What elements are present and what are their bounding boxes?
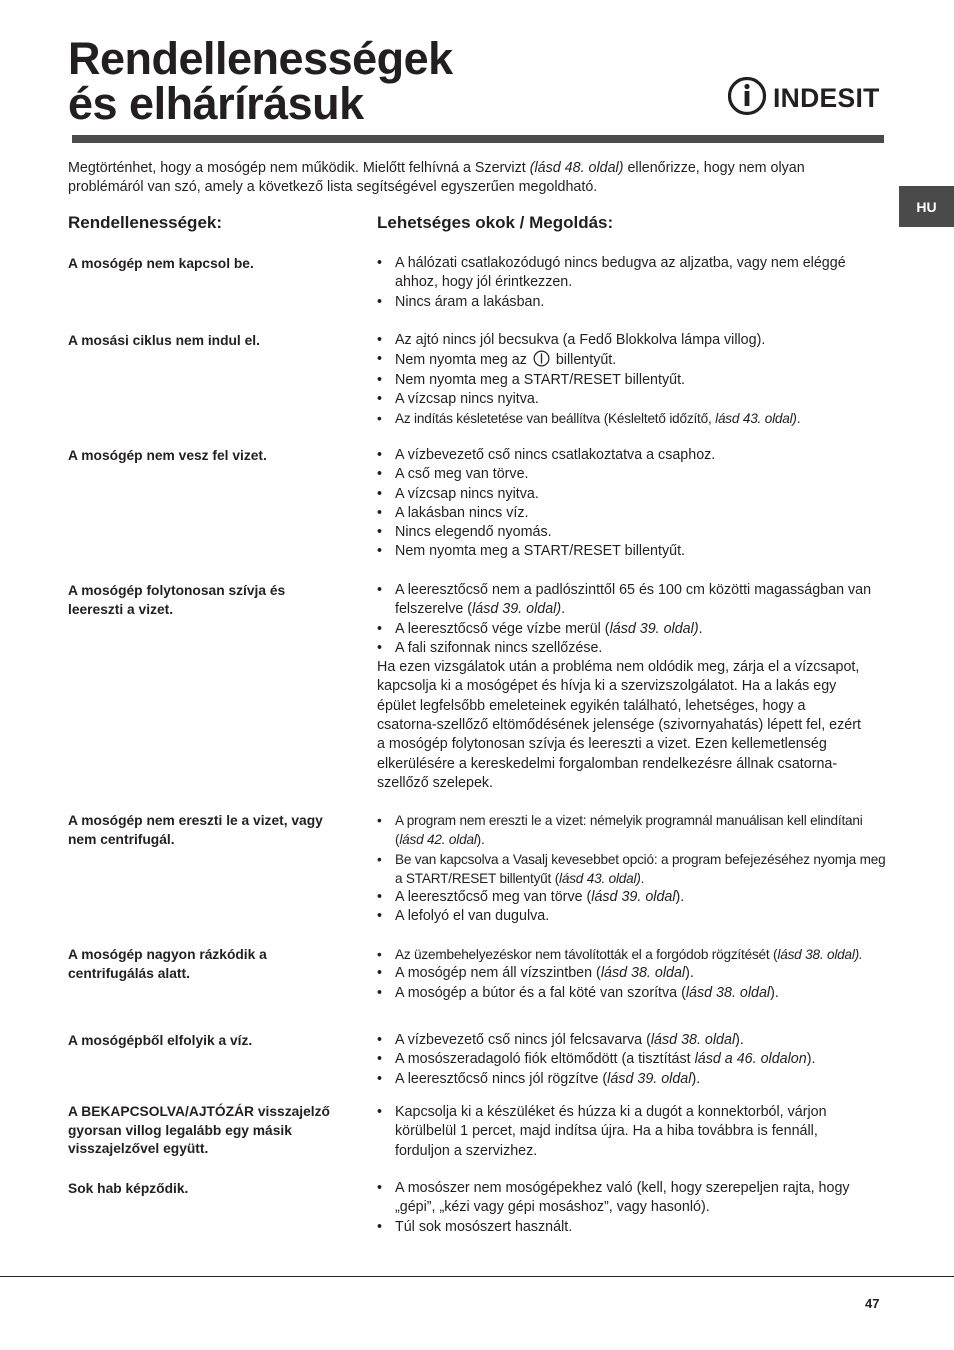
page-reference: lásd 39. oldal) (609, 620, 699, 637)
cause-item: • A leeresztőcső nincs jól rögzítve (lásd 39. oldal). (377, 1070, 889, 1089)
problem-label: A mosási ciklus nem indul el. (68, 333, 260, 348)
causes-list (377, 581, 889, 658)
cause-item: • Az ajtó nincs jól becsukva (a Fedő Blokkolva lámpa villog). (377, 331, 889, 350)
cause-item: • A mosószeradagoló fiók eltömődött (a tisztítást lásd a 46. oldalon). (377, 1050, 889, 1069)
cause-item: • Kapcsolja ki a készüléket és húzza ki a dugót a konnektorból, várjon körülbelül 1 percet, majd indítsa újra. Ha a hiba továbbra is fennáll, forduljon a szervizhez. (377, 1103, 865, 1161)
problem-label: A BEKAPCSOLVA/AJTÓZÁR visszajelző gyorsan villog legalább egy másik visszajelzővel együtt. (68, 1104, 330, 1156)
problem-label: A mosógépből elfolyik a víz. (68, 1033, 253, 1048)
problem-label: A mosógép nem ereszti le a vizet, vagy nem centrifugál. (68, 813, 323, 847)
problem-label: A mosógép nem kapcsol be. (68, 256, 254, 271)
footer-divider (0, 1276, 954, 1277)
cause-item: • Nincs elegendő nyomás. (377, 523, 889, 542)
page-reference: lásd 39. oldal (591, 889, 676, 906)
page-reference: lásd 43. oldal) (715, 411, 797, 427)
indesit-brand-text: INDESIT (773, 83, 880, 113)
causes-list (377, 254, 889, 312)
problems-column-header: Rendellenességek: (68, 213, 223, 232)
cause-item: • A leeresztőcső vége vízbe merül (lásd 39. oldal). (377, 620, 889, 639)
page-reference: lásd 39. oldal (607, 1070, 692, 1087)
cause-item: • A cső meg van törve. (377, 465, 889, 484)
cause-item: • A leeresztőcső nem a padlószinttől 65 és 100 cm közötti magasságban van felszerelve (lásd 39. oldal). (377, 581, 889, 620)
cause-item: • A vízbevezető cső nincs jól felcsavarva (lásd 38. oldal). (377, 1031, 889, 1050)
cause-item: • Az üzembehelyezéskor nem távolították el a forgódob rögzítését (lásd 38. oldal). (377, 945, 889, 964)
cause-item: • Nem nyomta meg a START/RESET billentyűt. (377, 542, 889, 561)
page-reference: lásd 38. oldal (685, 984, 771, 1001)
problem-label: A mosógép nem vesz fel vizet. (68, 448, 267, 463)
cause-item: • A lakásban nincs víz. (377, 504, 889, 523)
cause-item: • A fali szifonnak nincs szellőzése. (377, 639, 889, 658)
page-reference: lásd 38. oldal). (777, 947, 863, 962)
cause-item: • A leeresztőcső meg van törve (lásd 39. oldal). (377, 888, 889, 907)
cause-item: • Az indítás késletetése van beállítva (Késleltető időzítő, lásd 43. oldal). (377, 409, 889, 428)
cause-item: • A mosószer nem mosógépekhez való (kell, hogy szerepeljen rajta, hogy „gépi”, „kézi vagy gépi mosáshoz”, vagy hasonló). (377, 1179, 889, 1218)
page-reference: lásd 43. oldal) (559, 870, 641, 886)
indesit-logo (728, 76, 890, 116)
page-reference: lásd 38. oldal (650, 1032, 736, 1048)
page-title-line-1: Rendellenességek (68, 33, 453, 84)
causes-list (377, 811, 889, 927)
causes-column-header: Lehetséges okok / Megoldás: (377, 213, 614, 232)
page-title-line-2: és elhárírásuk (68, 78, 364, 129)
page-number: 47 (865, 1296, 880, 1311)
cause-item: • A lefolyó el van dugulva. (377, 907, 889, 926)
causes-list (377, 945, 889, 1003)
cause-item: • A vízcsap nincs nyitva. (377, 485, 889, 504)
page-reference: lásd a 46. oldalon (694, 1051, 807, 1068)
causes-list (377, 1103, 889, 1161)
cause-item: • A hálózati csatlakozódugó nincs bedugva az aljzatba, vagy nem eléggé ahhoz, hogy jól érintkezzen. (377, 254, 889, 293)
cause-item: • Túl sok mosószert használt. (377, 1218, 889, 1237)
page-reference: lásd 39. oldal) (472, 601, 562, 618)
cause-item: • A program nem ereszti le a vizet: némelyik programnál manuálisan kell elindítani (lásd 42. oldal). (377, 811, 889, 850)
cause-item: • A mosógép nem áll vízszintben (lásd 38. oldal). (377, 964, 889, 983)
causes-list (377, 331, 889, 428)
cause-item: • Be van kapcsolva a Vasalj kevesebbet opció: a program befejezéséhez nyomja meg a START/RESET billentyűt (lásd 43. oldal). (377, 850, 889, 889)
intro-page-reference: (lásd 48. oldal) (529, 160, 624, 176)
causes-block (377, 581, 889, 793)
power-button-icon (533, 350, 550, 367)
cause-item: • A vízcsap nincs nyitva. (377, 390, 889, 409)
causes-list (377, 446, 889, 562)
intro-paragraph: Megtörténhet, hogy a mosógép nem működik. Mielőtt felhívná a Szervizt (lásd 48. oldal) ellenőrizze, hogy nem olyan problémáról van szó, amely a következő lista segítségével egyszerűen megoldható. (68, 160, 805, 195)
cause-item: • Nem nyomta meg az billentyűt. (377, 350, 889, 370)
cause-item: • Nincs áram a lakásban. (377, 293, 889, 312)
cause-item: • Nem nyomta meg a START/RESET billentyűt. (377, 371, 889, 390)
cause-item: • A mosógép a bútor és a fal köté van szorítva (lásd 38. oldal). (377, 984, 889, 1003)
problem-label: A mosógép nagyon rázkódik a centrifugálás alatt. (68, 947, 267, 981)
cause-item: • A vízbevezető cső nincs csatlakoztatva a csaphoz. (377, 446, 889, 465)
siphon-note-paragraph: Ha ezen vizsgálatok után a probléma nem oldódik meg, zárja el a vízcsapot, kapcsolja ki a mosógépet és hívja ki a szervizszolgálatot. Ha a lakás egy épület legfelsőbb emeleteinek egyikén található, lehetséges, hogy a csatorna-szellőző eltömődésének jelensége (szivornyahatás) lépett fel, ezért a mosógép folytonosan szívja és leereszti a vizet. Ezen kellemetlenség elkerülésére a kereskedelmi forgalomban rendelkezésre állnak csatorna-szellőző szelepek. (377, 659, 861, 791)
page-title (68, 33, 453, 129)
causes-list (377, 1179, 889, 1237)
page-reference: lásd 42. oldal (399, 832, 477, 848)
problem-label: A mosógép folytonosan szívja és leereszti a vizet. (68, 583, 286, 617)
problem-label: Sok hab képződik. (68, 1181, 189, 1196)
page-reference: lásd 38. oldal (600, 965, 686, 982)
causes-list (377, 1031, 889, 1089)
language-tab: HU (899, 186, 954, 227)
title-divider (72, 135, 884, 143)
